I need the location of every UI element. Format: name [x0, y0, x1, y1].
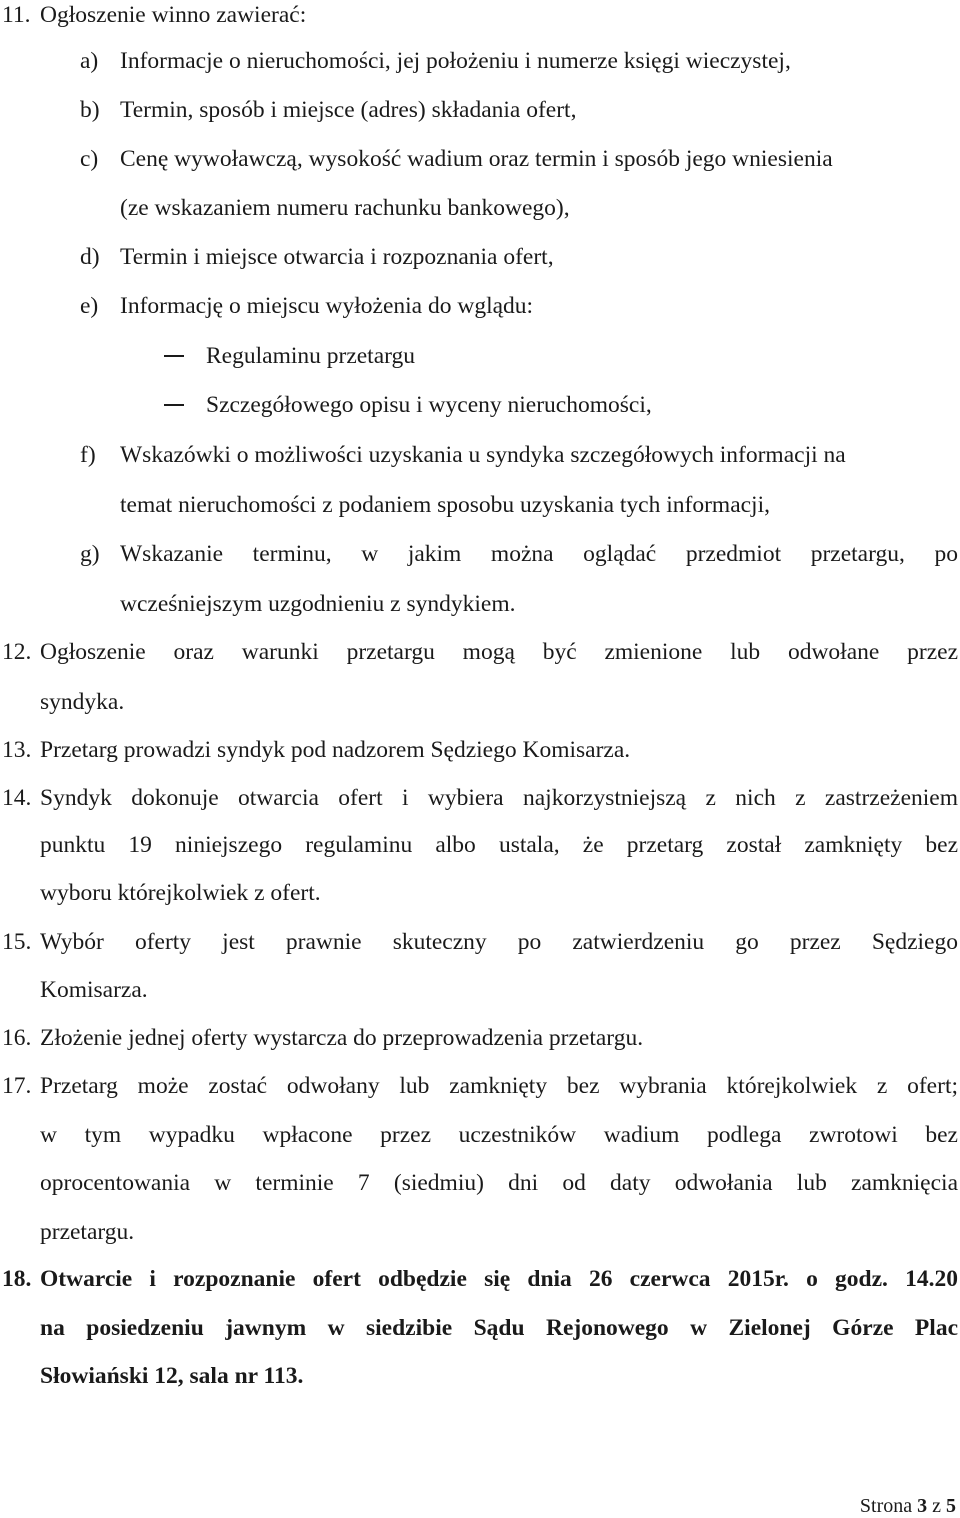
item-label: b)	[80, 97, 100, 123]
section-text: Ogłoszenie oraz warunki przetargu mogą być zmienione lub odwołane przez	[40, 639, 958, 665]
item-text: Termin i miejsce otwarcia i rozpoznania ofert,	[120, 244, 554, 270]
section-number: 14.	[2, 785, 32, 811]
sub-item-text: Regulaminu przetargu	[206, 343, 416, 369]
item-label: a)	[80, 48, 99, 74]
item-text: temat nieruchomości z podaniem sposobu uzyskania tych informacji,	[120, 492, 770, 518]
section-text: Przetarg prowadzi syndyk pod nadzorem Sędziego Komisarza.	[40, 737, 631, 763]
section-text: Ogłoszenie winno zawierać:	[40, 2, 307, 28]
item-text: Wskazanie terminu, w jakim można oglądać przedmiot przetargu, po	[120, 541, 958, 567]
section-number: 15.	[2, 929, 32, 955]
section-text: wyboru którejkolwiek z ofert.	[40, 880, 321, 906]
section-number: 11.	[2, 2, 31, 28]
footer-prefix: Strona	[859, 1495, 913, 1517]
section-text: oprocentowania w terminie 7 (siedmiu) dni od daty odwołania lub zamknięcia	[40, 1170, 958, 1196]
section-text: Słowiański 12, sala nr 113.	[40, 1363, 304, 1389]
section-text: punktu 19 niniejszego regulaminu albo ustala, że przetarg został zamknięty bez	[40, 832, 958, 858]
section-number: 12.	[2, 639, 32, 665]
section-text: Otwarcie i rozpoznanie ofert odbędzie się dnia 26 czerwca 2015r. o godz. 14.20	[40, 1266, 958, 1292]
section-number: 13.	[2, 737, 32, 763]
item-text: (ze wskazaniem numeru rachunku bankowego),	[120, 195, 570, 221]
footer-separator: z	[932, 1495, 941, 1517]
section-text: na posiedzeniu jawnym w siedzibie Sądu Rejonowego w Zielonej Górze Plac	[40, 1315, 958, 1341]
sub-item-text: Szczegółowego opisu i wyceny nieruchomości,	[206, 392, 652, 418]
section-text: przetargu.	[40, 1219, 135, 1245]
item-label: e)	[80, 293, 99, 319]
section-number: 17.	[2, 1073, 32, 1099]
dash-bullet	[164, 355, 184, 357]
item-label: f)	[80, 442, 96, 468]
section-number: 16.	[2, 1025, 32, 1051]
section-text: Syndyk dokonuje otwarcia ofert i wybiera najkorzystniejszą z nich z zastrzeżeniem	[40, 785, 958, 811]
section-text: w tym wypadku wpłacone przez uczestników wadium podlega zwrotowi bez	[40, 1122, 958, 1148]
item-text: Informacje o nieruchomości, jej położeniu i numerze księgi wieczystej,	[120, 48, 791, 74]
item-label: d)	[80, 244, 100, 270]
section-text: Komisarza.	[40, 977, 148, 1003]
section-text: Przetarg może zostać odwołany lub zamknięty bez wybrania którejkolwiek z ofert;	[40, 1073, 958, 1099]
item-text: Cenę wywoławczą, wysokość wadium oraz termin i sposób jego wniesienia	[120, 146, 833, 172]
section-text: Wybór oferty jest prawnie skuteczny po zatwierdzeniu go przez Sędziego	[40, 929, 958, 955]
item-text: Termin, sposób i miejsce (adres) składania ofert,	[120, 97, 577, 123]
section-text: Złożenie jednej oferty wystarcza do przeprowadzenia przetargu.	[40, 1025, 644, 1051]
section-number: 18.	[2, 1266, 32, 1292]
page-footer	[860, 1494, 956, 1518]
footer-current-page: 3	[917, 1495, 928, 1517]
item-text: Informację o miejscu wyłożenia do wglądu:	[120, 293, 534, 319]
section-text: syndyka.	[40, 689, 125, 715]
justified-line: Wskazówki o możliwości uzyskania u syndyka szczegółowych informacji na	[120, 442, 846, 468]
footer-total-pages: 5	[946, 1495, 956, 1517]
item-text: wcześniejszym uzgodnieniu z syndykiem.	[120, 591, 516, 617]
item-text	[120, 440, 958, 470]
dash-bullet	[164, 404, 184, 406]
item-label: c)	[80, 146, 99, 172]
item-label: g)	[80, 541, 100, 567]
